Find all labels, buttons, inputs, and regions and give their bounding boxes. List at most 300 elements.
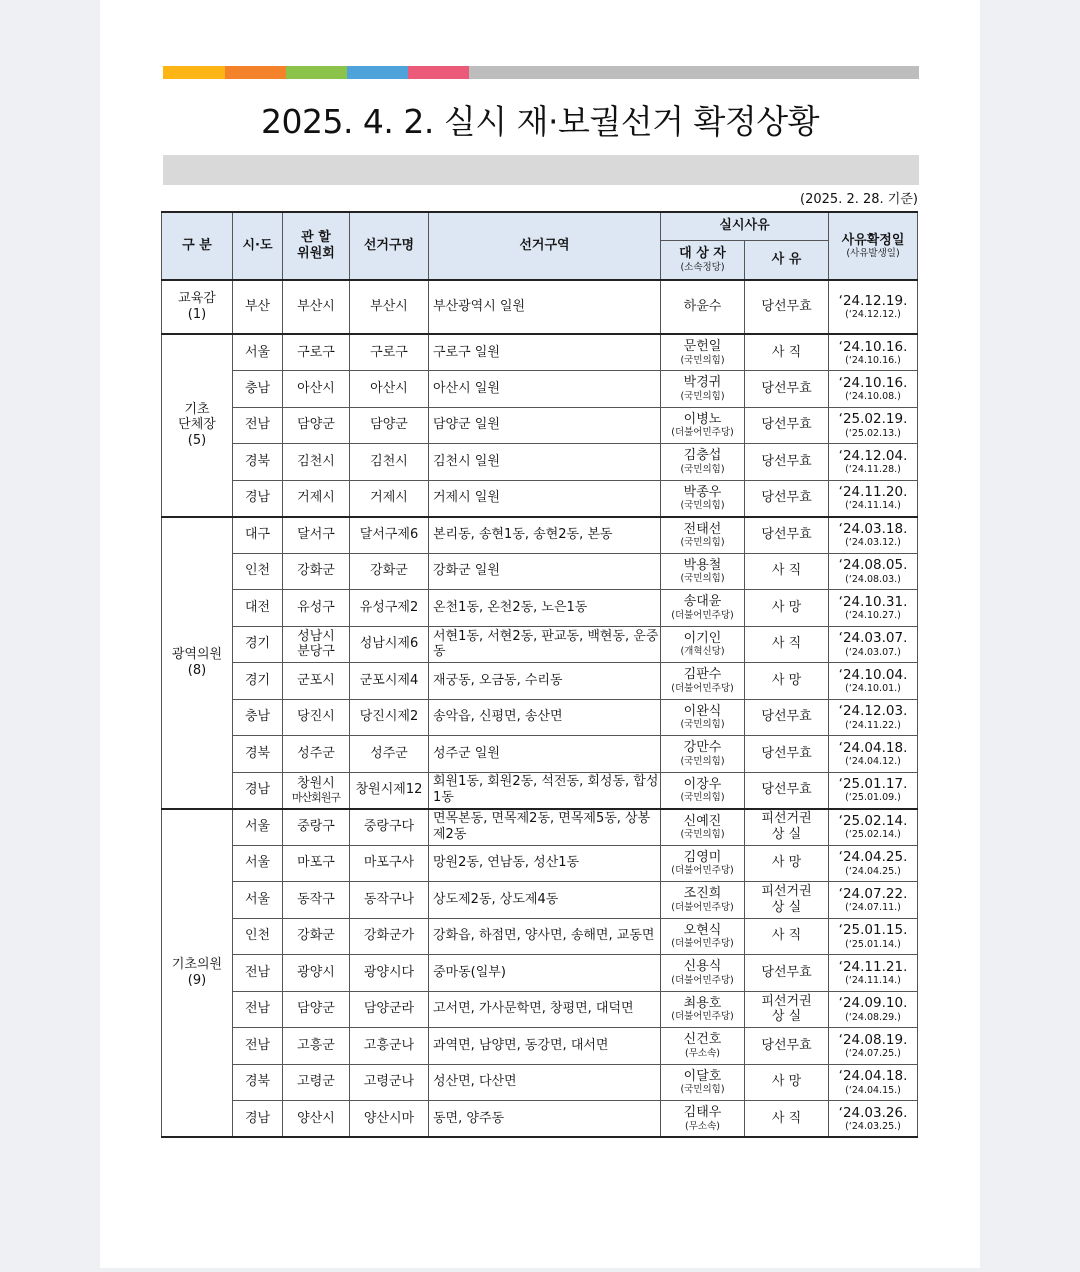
district-area-cell: 면목본동, 면목제2동, 면목제5동, 상봉제2동 [429,809,661,846]
subject-cell [661,280,745,334]
occurred-date: (‘24.11.28.) [845,464,901,476]
occurred-date: (‘24.07.25.) [845,1048,901,1060]
candidate-name: 이장우 [683,776,722,792]
district-area-cell: 성주군 일원 [429,736,661,773]
candidate-party: (무소속) [685,1047,720,1059]
date-cell [829,845,918,882]
reason-label: 당선무효 [761,745,812,761]
occurred-date: (‘24.03.12.) [845,537,901,549]
header-date [829,212,918,280]
reason-label: 사 직 [771,1110,802,1126]
subject-cell [661,626,745,663]
candidate-party: (국민의힘) [680,755,725,767]
as-of-date: (2025. 2. 28. 기준) [800,192,918,207]
subject-cell [661,444,745,481]
subject-cell [661,480,745,517]
candidate-party: (국민의힘) [680,573,725,585]
subject-cell [661,991,745,1028]
header-reason-group: 실시사유 [661,212,829,240]
district-area-cell: 망원2동, 연남동, 성산1동 [429,845,661,882]
color-bar [163,66,919,79]
date-cell [829,480,918,517]
header-committee [283,212,350,280]
table-row [162,280,918,334]
table-row [162,809,918,846]
occurred-date: (‘24.04.15.) [845,1084,901,1096]
candidate-party: (더불어민주당) [671,427,734,439]
district-name-cell: 중랑구다 [350,809,429,846]
reason-label: 당선무효 [761,299,812,315]
date-cell [829,1028,918,1065]
date-cell [829,736,918,773]
committee-cell [283,918,350,955]
committee-cell [283,407,350,444]
date-cell [829,991,918,1028]
occurred-date: (‘25.02.13.) [845,427,901,439]
candidate-name: 이완식 [683,703,722,719]
reason-cell [745,590,829,627]
committee-label: 성주군 [297,745,335,761]
date-cell [829,1064,918,1101]
district-name-cell: 성남시제6 [350,626,429,663]
sido-cell: 서울 [233,809,283,846]
district-name-cell: 고흥군나 [350,1028,429,1065]
reason-cell [745,407,829,444]
committee-label: 분당구 [297,644,335,660]
candidate-party: (국민의힘) [680,500,725,512]
reason-cell [745,699,829,736]
reason-label: 당선무효 [761,1037,812,1053]
category-label: 광역의원 [171,646,223,662]
occurred-date: (‘24.04.25.) [845,865,901,877]
occurred-date: (‘25.01.09.) [845,792,901,804]
candidate-party: (더불어민주당) [671,901,734,913]
committee-cell [283,444,350,481]
occurred-date: (‘24.11.14.) [845,500,901,512]
occurred-date: (‘24.10.08.) [845,391,901,403]
reason-cell [745,334,829,371]
table-row [162,371,918,408]
sido-cell: 부산 [233,280,283,334]
occurred-date: (‘24.12.12.) [845,309,901,321]
confirm-date: ‘24.12.03. [838,703,908,720]
committee-label: 당진시 [297,709,335,725]
district-area-cell: 거제시 일원 [429,480,661,517]
candidate-party: (국민의힘) [680,1084,725,1096]
candidate-party: (더불어민주당) [671,1011,734,1023]
occurred-date: (‘24.10.01.) [845,683,901,695]
reason-label: 피선거권 [761,884,812,900]
district-area-cell: 송악읍, 신평면, 송산면 [429,699,661,736]
sido-cell: 전남 [233,955,283,992]
candidate-name: 신건호 [683,1032,722,1048]
reason-cell [745,845,829,882]
category-label: (5) [187,433,207,449]
reason-cell [745,553,829,590]
occurred-date: (‘24.10.27.) [845,610,901,622]
district-area-cell: 부산광역시 일원 [429,280,661,334]
occurred-date: (‘24.07.11.) [845,902,901,914]
header-sido: 시·도 [233,212,283,280]
sido-cell: 경남 [233,480,283,517]
reason-cell [745,991,829,1028]
candidate-party: (국민의힘) [680,354,725,366]
subject-cell [661,371,745,408]
candidate-name: 이달호 [683,1068,722,1084]
subject-cell [661,334,745,371]
table-row [162,991,918,1028]
reason-cell [745,1028,829,1065]
district-name-cell: 강화군가 [350,918,429,955]
district-name-cell: 유성구제2 [350,590,429,627]
sido-cell: 경기 [233,626,283,663]
table-row [162,1028,918,1065]
header-subject [661,240,745,280]
table-row [162,882,918,919]
district-area-cell: 동면, 양주동 [429,1101,661,1138]
committee-cell [283,1028,350,1065]
district-area-cell: 성산면, 다산면 [429,1064,661,1101]
color-segment [469,66,919,79]
reason-cell [745,882,829,919]
reason-label: 당선무효 [761,964,812,980]
confirm-date: ‘24.12.04. [838,447,908,464]
reason-label: 당선무효 [761,453,812,469]
candidate-party: (국민의힘) [680,792,725,804]
confirm-date: ‘24.11.21. [838,958,908,975]
district-area-cell: 온천1동, 온천2동, 노은1동 [429,590,661,627]
candidate-name: 김태우 [683,1105,722,1120]
district-area-cell: 서현1동, 서현2동, 판교동, 백현동, 운중동 [429,626,661,663]
candidate-party: (국민의힘) [680,390,725,402]
date-cell [829,699,918,736]
table-row [162,626,918,663]
table-row [162,553,918,590]
reason-label: 사 직 [771,344,802,360]
committee-label: 마산회원구 [291,791,341,805]
committee-cell [283,553,350,590]
table-row [162,1064,918,1101]
subject-cell [661,809,745,846]
sido-cell: 경남 [233,772,283,809]
committee-label: 아산시 [297,380,335,396]
sido-cell: 경북 [233,1064,283,1101]
district-area-cell: 담양군 일원 [429,407,661,444]
reason-label: 상 실 [771,1009,802,1025]
document-title: 2025. 4. 2. 실시 재·보궐선거 확정상황 [260,102,820,141]
category-label: 기초의원 [171,957,223,973]
occurred-date: (‘24.04.12.) [845,756,901,768]
occurred-date: (‘24.03.07.) [845,646,901,658]
committee-label: 담양군 [297,1001,335,1017]
district-area-cell: 고서면, 가사문학면, 창평면, 대덕면 [429,991,661,1028]
confirm-date: ‘24.12.19. [838,293,908,310]
candidate-name: 문헌일 [683,339,722,354]
district-name-cell: 마포구사 [350,845,429,882]
date-cell [829,955,918,992]
table-row [162,699,918,736]
candidate-name: 최용호 [683,995,722,1011]
document-page [100,0,980,1268]
subject-cell [661,845,745,882]
candidate-name: 하윤수 [683,299,722,315]
reason-cell [745,626,829,663]
committee-label: 고령군 [297,1074,335,1090]
candidate-name: 박종우 [683,484,722,500]
district-name-cell: 강화군 [350,553,429,590]
confirm-date: ‘24.10.04. [838,666,908,683]
district-name-cell: 달서구제6 [350,517,429,554]
committee-label: 강화군 [297,928,335,944]
candidate-party: (국민의힘) [680,829,725,841]
color-segment [408,66,469,79]
date-cell [829,918,918,955]
candidate-party: (더불어민주당) [671,974,734,986]
committee-label: 광양시 [297,964,335,980]
reason-cell [745,736,829,773]
committee-cell [283,736,350,773]
confirm-date: ‘24.03.26. [838,1104,908,1121]
sido-cell: 경북 [233,444,283,481]
committee-label: 중랑구 [297,819,335,835]
sido-cell: 서울 [233,882,283,919]
committee-cell [283,1064,350,1101]
confirm-date: ‘24.03.18. [838,521,908,538]
sido-cell: 서울 [233,845,283,882]
date-cell [829,663,918,700]
confirm-date: ‘24.03.07. [838,630,908,647]
sido-cell: 경북 [233,736,283,773]
committee-label: 성남시 [297,628,335,644]
district-name-cell: 광양시다 [350,955,429,992]
reason-cell [745,480,829,517]
subject-cell [661,882,745,919]
district-area-cell: 강화군 일원 [429,553,661,590]
committee-cell [283,809,350,846]
sido-cell: 전남 [233,1028,283,1065]
confirm-date: ‘24.09.10. [838,995,908,1012]
candidate-party: (무소속) [685,1120,720,1132]
reason-label: 사 망 [771,599,802,615]
confirm-date: ‘25.01.17. [838,776,908,793]
confirm-date: ‘24.10.16. [838,374,908,391]
committee-label: 양산시 [297,1110,335,1126]
header-date-main: 사유확정일 [841,232,905,248]
subject-cell [661,1028,745,1065]
date-cell [829,626,918,663]
confirm-date: ‘25.02.14. [838,813,908,830]
table-row [162,663,918,700]
table-row [162,736,918,773]
committee-label: 유성구 [297,599,335,615]
committee-cell [283,991,350,1028]
date-cell [829,280,918,334]
category-cell [162,809,233,1138]
subject-cell [661,1101,745,1138]
table-row [162,517,918,554]
category-label: (1) [187,307,207,322]
candidate-party: (더불어민주당) [671,938,734,950]
district-area-cell: 본리동, 송현1동, 송현2동, 본동 [429,517,661,554]
district-name-cell: 구로구 [350,334,429,371]
date-cell [829,444,918,481]
committee-label: 군포시 [297,672,335,688]
district-area-cell: 아산시 일원 [429,371,661,408]
committee-cell [283,1101,350,1138]
district-area-cell: 상도제2동, 상도제4동 [429,882,661,919]
candidate-name: 김판수 [683,667,722,683]
candidate-name: 오현식 [683,922,722,938]
district-name-cell: 거제시 [350,480,429,517]
sido-cell: 인천 [233,553,283,590]
committee-label: 부산시 [297,299,335,315]
committee-cell [283,590,350,627]
candidate-party: (더불어민주당) [671,609,734,621]
sido-cell: 충남 [233,371,283,408]
committee-label: 동작구 [297,891,335,907]
table-row [162,772,918,809]
district-name-cell: 고령군나 [350,1064,429,1101]
confirm-date: ‘24.10.16. [838,338,908,355]
reason-label: 사 직 [771,636,802,652]
reason-cell [745,517,829,554]
reason-label: 당선무효 [761,527,812,543]
committee-label: 구로구 [297,344,335,360]
table-row [162,845,918,882]
district-name-cell: 김천시 [350,444,429,481]
confirm-date: ‘25.02.19. [838,411,908,428]
sido-cell: 경남 [233,1101,283,1138]
subject-cell [661,553,745,590]
reason-cell [745,1101,829,1138]
reason-label: 사 직 [771,563,802,579]
district-name-cell: 부산시 [350,280,429,334]
category-label: (9) [187,972,207,988]
district-name-cell: 담양군라 [350,991,429,1028]
date-cell [829,517,918,554]
district-area-cell: 구로구 일원 [429,334,661,371]
candidate-party: (국민의힘) [680,537,725,549]
reason-label: 당선무효 [761,380,812,396]
committee-cell [283,955,350,992]
committee-label: 강화군 [297,563,335,579]
reason-label: 피선거권 [761,811,812,827]
committee-cell [283,663,350,700]
district-area-cell: 강화읍, 하점면, 양사면, 송해면, 교동면 [429,918,661,955]
committee-label: 창원시 [297,775,335,791]
color-segment [347,66,408,79]
confirm-date: ‘24.04.25. [838,849,908,866]
occurred-date: (‘24.08.03.) [845,573,901,585]
confirm-date: ‘24.11.20. [838,484,908,501]
reason-label: 당선무효 [761,490,812,506]
committee-label: 마포구 [297,855,335,871]
date-cell [829,334,918,371]
table-row [162,444,918,481]
table-row [162,955,918,992]
committee-cell [283,845,350,882]
date-cell [829,809,918,846]
occurred-date: (‘25.01.14.) [845,938,901,950]
category-label: 기초 [184,401,210,417]
table-row [162,407,918,444]
sido-cell: 전남 [233,991,283,1028]
header-committee-line2: 위원회 [297,246,335,261]
candidate-name: 김영미 [683,849,722,865]
candidate-name: 신용식 [683,959,722,975]
subject-cell [661,955,745,992]
committee-cell [283,480,350,517]
reason-cell [745,955,829,992]
subject-cell [661,772,745,809]
subject-cell [661,918,745,955]
subject-cell [661,736,745,773]
confirm-date: ‘24.08.19. [838,1031,908,1048]
candidate-party: (개혁신당) [680,646,725,658]
candidate-party: (국민의힘) [680,719,725,731]
reason-label: 피선거권 [761,993,812,1009]
sido-cell: 대전 [233,590,283,627]
reason-label: 당선무효 [761,709,812,725]
reason-label: 당선무효 [761,782,812,798]
reason-label: 당선무효 [761,417,812,433]
date-cell [829,407,918,444]
committee-label: 달서구 [297,527,335,543]
date-cell [829,1101,918,1138]
confirm-date: ‘25.01.15. [838,922,908,939]
subject-cell [661,1064,745,1101]
reason-cell [745,918,829,955]
color-segment [286,66,347,79]
gray-banner [163,155,919,185]
district-area-cell: 과역면, 남양면, 동강면, 대서면 [429,1028,661,1065]
header-district-area: 선거구역 [429,212,661,280]
district-name-cell: 당진시제2 [350,699,429,736]
district-area-cell: 김천시 일원 [429,444,661,481]
committee-cell [283,772,350,809]
candidate-name: 전태선 [683,521,722,537]
header-date-sub: (사유발생일) [846,248,900,260]
committee-cell [283,626,350,663]
candidate-name: 이병노 [683,411,722,427]
candidate-party: (국민의힘) [680,463,725,475]
reason-cell [745,809,829,846]
date-cell [829,590,918,627]
reason-cell [745,772,829,809]
date-cell [829,882,918,919]
reason-label: 상 실 [771,827,802,842]
date-cell [829,772,918,809]
district-name-cell: 군포시제4 [350,663,429,700]
table-row [162,590,918,627]
table-row [162,334,918,371]
reason-label: 사 망 [771,1074,802,1090]
subject-cell [661,517,745,554]
committee-cell [283,882,350,919]
occurred-date: (‘25.02.14.) [845,829,901,841]
confirm-date: ‘24.10.31. [838,593,908,610]
sido-cell: 경기 [233,663,283,700]
category-label: 단체장 [178,417,216,433]
occurred-date: (‘24.11.14.) [845,975,901,987]
confirm-date: ‘24.04.18. [838,739,908,756]
candidate-party: (더불어민주당) [671,865,734,877]
district-area-cell: 회원1동, 회원2동, 석전동, 회성동, 합성1동 [429,772,661,809]
subject-cell [661,407,745,444]
sido-cell: 전남 [233,407,283,444]
reason-label: 사 직 [771,928,802,944]
subject-cell [661,590,745,627]
